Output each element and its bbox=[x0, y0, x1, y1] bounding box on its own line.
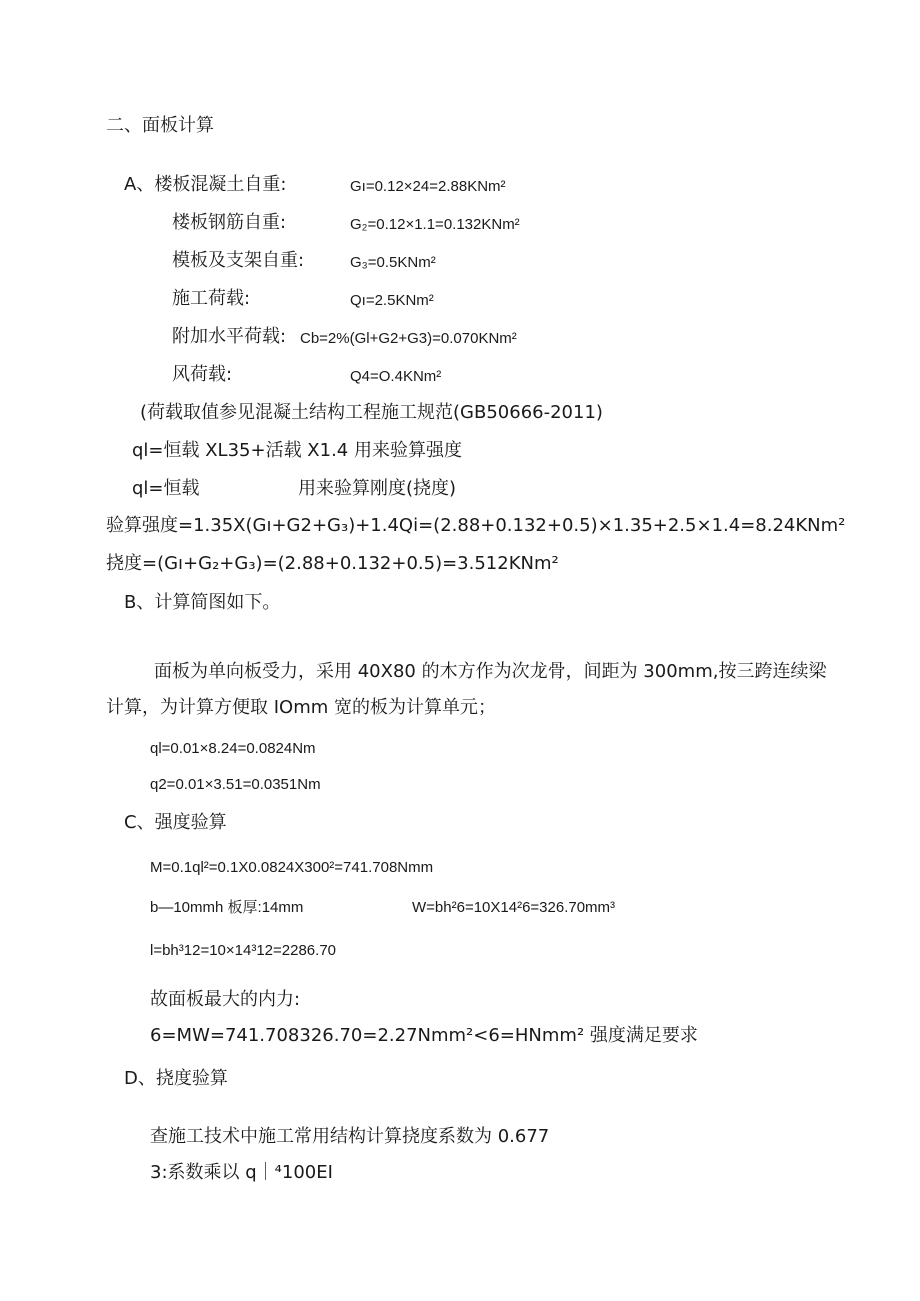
load-row-label: 施工荷载: bbox=[172, 288, 251, 309]
moment-formula: M=0.1ql²=0.1X0.0824X300²=741.708Nmm bbox=[150, 859, 434, 876]
part-c-label: C、强度验算 bbox=[124, 812, 227, 833]
section-title: 二、面板计算 bbox=[106, 115, 214, 136]
part-b-paragraph: 面板为单向板受力，采用 40X80 的木方作为次龙骨，间距为 300mm,按三跨连续梁 bbox=[154, 661, 827, 682]
load-row-value: G₂=0.12×1.1=0.132KNm² bbox=[350, 216, 520, 233]
deflection-formula-line: 3:系数乘以 q｜⁴100EI bbox=[150, 1162, 333, 1183]
q1-stiffness-right: 用来验算刚度(挠度) bbox=[298, 478, 457, 499]
load-row-label: 楼板钢筋自重: bbox=[172, 212, 287, 233]
q2-line-load: q2=0.01×3.51=0.0351Nm bbox=[150, 776, 321, 793]
q1-stiffness-left: ql=恒载 bbox=[132, 478, 200, 499]
load-row-label: 模板及支架自重: bbox=[172, 250, 305, 271]
strength-check-formula: 验算强度=1.35X(Gı+G2+G₃)+1.4Qi=(2.88+0.132+0.5)×1.35+2.5×1.4=8.24KNm² bbox=[106, 515, 846, 536]
load-row-label: 附加水平荷载: bbox=[172, 326, 287, 347]
g1-value: Gı=0.12×24=2.88KNm² bbox=[350, 178, 506, 195]
part-d-label: D、挠度验算 bbox=[124, 1068, 228, 1089]
load-row-value: Cb=2%(Gl+G2+G3)=0.070KNm² bbox=[300, 330, 517, 347]
load-row-value: Qı=2.5KNm² bbox=[350, 292, 434, 309]
deflection-coefficient-line: 查施工技术中施工常用结构计算挠度系数为 0.677 bbox=[150, 1126, 550, 1147]
moment-of-inertia-formula: l=bh³12=10×14³12=2286.70 bbox=[150, 942, 337, 959]
part-a-label: A、楼板混凝土自重: bbox=[124, 174, 287, 195]
section-width-thickness: b—10mmh 板厚:14mm bbox=[150, 899, 304, 916]
load-row-value: G₃=0.5KNm² bbox=[350, 254, 436, 271]
q1-line-load: ql=0.01×8.24=0.0824Nm bbox=[150, 740, 316, 757]
load-source-note: (荷载取值参见混凝土结构工程施工规范(GB50666-2011) bbox=[140, 402, 603, 423]
part-b-paragraph: 计算，为计算方便取 IOmm 宽的板为计算单元； bbox=[106, 697, 496, 718]
stress-check: 6=MW=741.708326.70=2.27Nmm²<6=HNmm² 强度满足要求 bbox=[150, 1025, 698, 1046]
section-modulus-formula: W=bh²6=10X14²6=326.70mm³ bbox=[412, 899, 616, 916]
max-internal-force-label: 故面板最大的内力: bbox=[150, 989, 301, 1010]
deflection-formula: 挠度=(Gı+G₂+G₃)=(2.88+0.132+0.5)=3.512KNm² bbox=[106, 553, 559, 574]
part-b-label: B、计算简图如下。 bbox=[124, 592, 281, 613]
q1-strength-formula: ql=恒载 XL35+活载 X1.4 用来验算强度 bbox=[132, 440, 462, 461]
load-row-value: Q4=O.4KNm² bbox=[350, 368, 442, 385]
load-row-label: 风荷载: bbox=[172, 364, 233, 385]
